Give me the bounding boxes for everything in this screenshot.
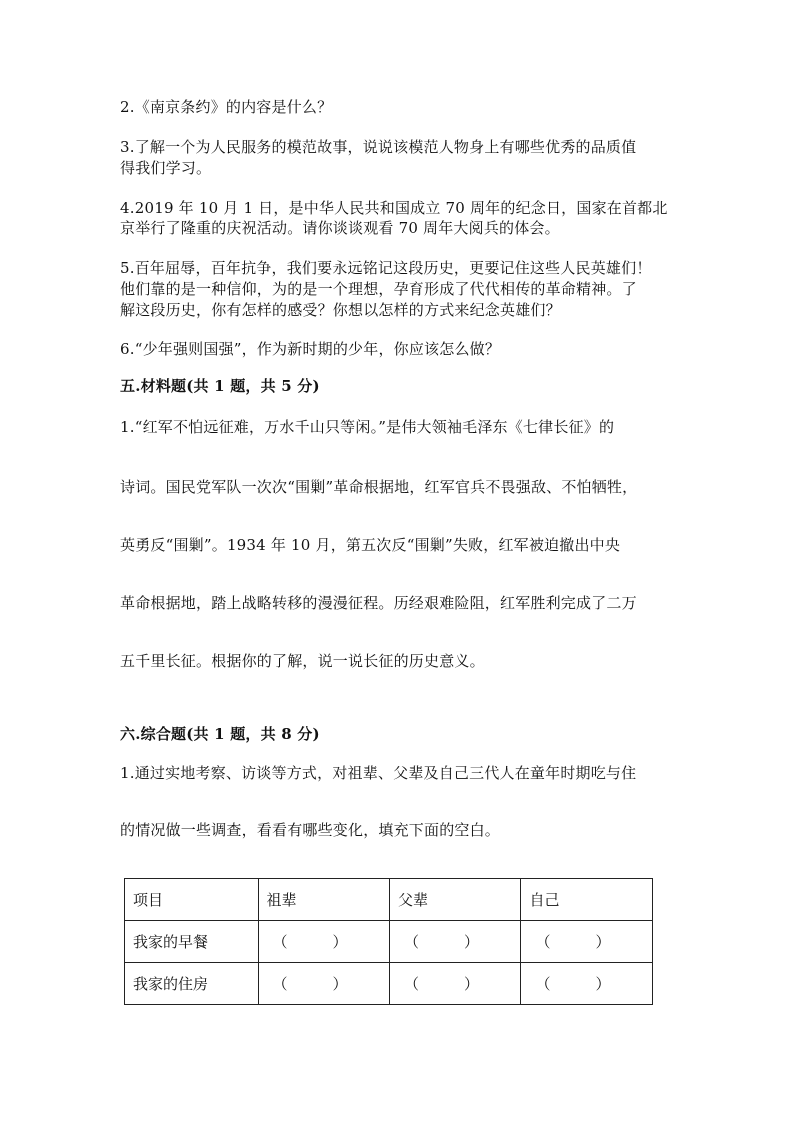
table-row-label: 我家的住房 xyxy=(125,963,259,1005)
table-header-cell: 自己 xyxy=(521,879,653,921)
question-5-line-3: 解这段历史，你有怎样的感受？你想以怎样的方式来纪念英雄们？ xyxy=(120,301,561,319)
table-row xyxy=(125,921,653,963)
section-5-q1-line-5: 五千里长征。根据你的了解，说一说长征的历史意义。 xyxy=(120,652,485,670)
section-6-q1-line-2: 的情况做一些调查，看看有哪些变化，填充下面的空白。 xyxy=(120,821,501,839)
table-row-label: 我家的早餐 xyxy=(125,921,259,963)
question-4-line-2: 京举行了隆重的庆祝活动。请你谈谈观看 70 周年大阅兵的体会。 xyxy=(120,219,560,237)
blank-field[interactable]: （ ） xyxy=(403,975,479,993)
section-6-q1-line-1: 1.通过实地考察、访谈等方式，对祖辈、父辈及自己三代人在童年时期吃与住 xyxy=(120,764,637,782)
table-header-cell: 祖辈 xyxy=(258,879,389,921)
survey-table xyxy=(124,878,653,1005)
question-4-line-1: 4.2019 年 10 月 1 日，是中华人民共和国成立 70 周年的纪念日，国家在首都北 xyxy=(120,199,668,217)
table-header-cell: 项目 xyxy=(125,879,259,921)
blank-field[interactable]: （ ） xyxy=(272,975,348,993)
section-5-q1-line-1: 1.“红军不怕远征难，万水千山只等闲。”是伟大领袖毛泽东《七律长征》的 xyxy=(120,418,615,436)
section-5-q1-line-4: 革命根据地，踏上战略转移的漫漫征程。历经艰难险阻，红军胜利完成了二万 xyxy=(120,594,637,612)
table-row xyxy=(125,963,653,1005)
blank-field[interactable]: （ ） xyxy=(272,933,348,951)
section-5-q1-line-3: 英勇反“围剿”。1934 年 10 月，第五次反“围剿”失败，红军被迫撤出中央 xyxy=(120,536,621,554)
table-header-row xyxy=(125,879,653,921)
question-2-line: 2.《南京条约》的内容是什么？ xyxy=(120,98,333,116)
section-6-title: 六.综合题(共 1 题，共 8 分) xyxy=(120,725,320,743)
blank-field[interactable]: （ ） xyxy=(535,933,611,951)
section-5-q1-line-2: 诗词。国民党军队一次次“围剿”革命根据地，红军官兵不畏强敌、不怕牺牲， xyxy=(120,478,638,496)
question-5-line-2: 他们靠的是一种信仰，为的是一个理想，孕育形成了代代相传的革命精神。了 xyxy=(120,280,637,298)
question-3-line-2: 得我们学习。 xyxy=(120,159,212,177)
table-header-cell: 父辈 xyxy=(389,879,520,921)
question-5-line-1: 5.百年屈辱，百年抗争，我们要永远铭记这段历史，更要记住这些人民英雄们！ xyxy=(120,259,652,277)
blank-field[interactable]: （ ） xyxy=(535,975,611,993)
question-3-line-1: 3.了解一个为人民服务的模范故事，说说该模范人物身上有哪些优秀的品质值 xyxy=(120,138,637,156)
section-5-title: 五.材料题(共 1 题，共 5 分) xyxy=(120,377,320,395)
blank-field[interactable]: （ ） xyxy=(403,933,479,951)
question-6-line: 6.“少年强则国强”，作为新时期的少年，你应该怎么做？ xyxy=(120,340,501,358)
